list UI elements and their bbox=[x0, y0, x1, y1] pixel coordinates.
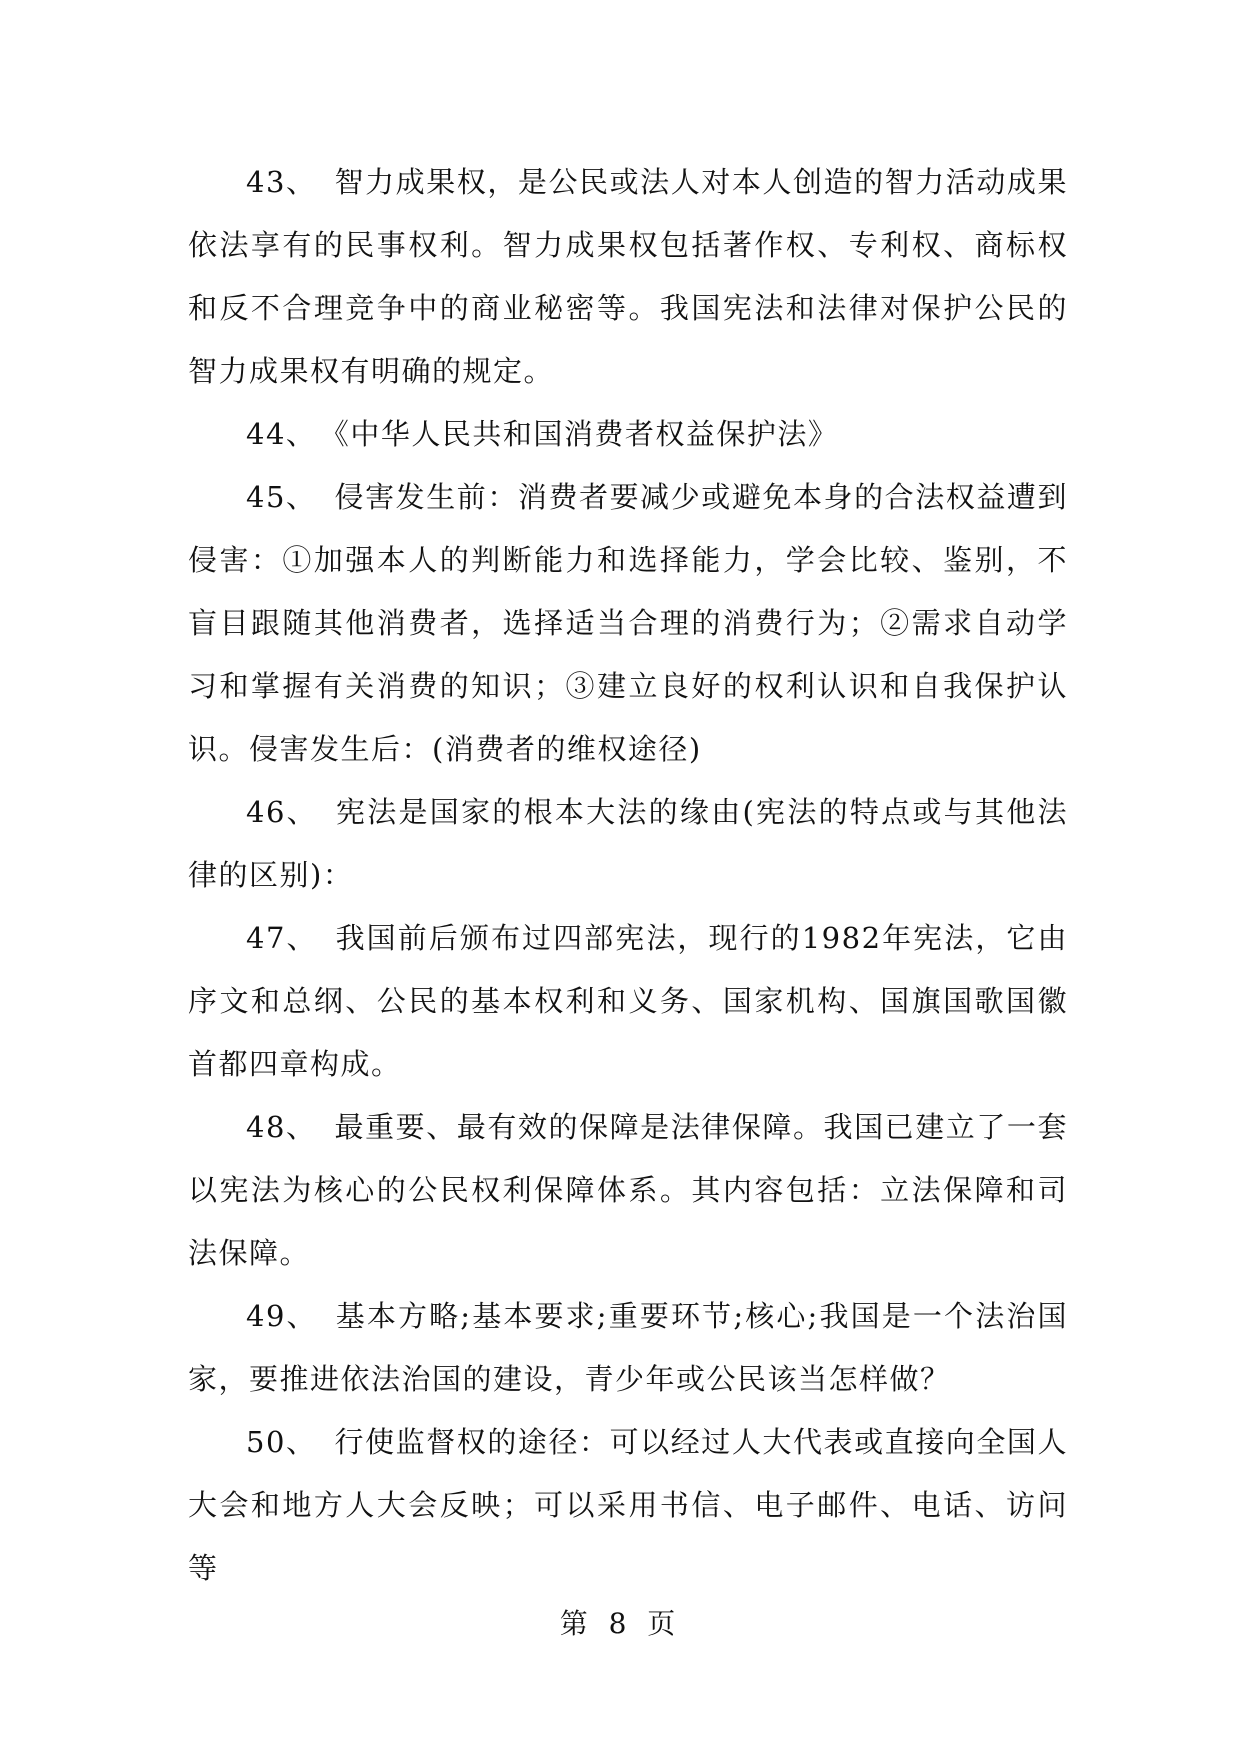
paragraph-text: 我国前后颁布过四部宪法，现行的1982年宪法，它由序文和总纲、公民的基本权利和义务、国家机构、国旗国歌国徽首都四章构成。 bbox=[188, 921, 1068, 1081]
page-number-footer: 第 8 页 bbox=[559, 1607, 682, 1640]
paragraph-text: 智力成果权，是公民或法人对本人创造的智力活动成果依法享有的民事权利。智力成果权包括著作权、专利权、商标权和反不合理竞争中的商业秘密等。我国宪法和法律对保护公民的智力成果权有明确的规定。 bbox=[188, 165, 1068, 388]
paragraph-43 bbox=[188, 151, 1068, 403]
paragraph-47 bbox=[188, 907, 1068, 1096]
paragraph-44 bbox=[188, 403, 1068, 466]
paragraph-49 bbox=[188, 1285, 1068, 1411]
paragraph-text: 行使监督权的途径：可以经过人大代表或直接向全国人大会和地方人大会反映；可以采用书信、电子邮件、电话、访问等 bbox=[188, 1425, 1068, 1585]
paragraph-48 bbox=[188, 1096, 1068, 1285]
item-number: 50、 bbox=[246, 1425, 317, 1459]
paragraph-text: 基本方略;基本要求;重要环节;核心;我国是一个法治国家，要推进依法治国的建设，青少年或公民该当怎样做？ bbox=[188, 1299, 1068, 1396]
item-number: 49、 bbox=[246, 1299, 318, 1333]
document-body bbox=[188, 151, 1068, 1600]
item-number: 45、 bbox=[246, 480, 317, 514]
paragraph-text: 最重要、最有效的保障是法律保障。我国已建立了一套以宪法为核心的公民权利保障体系。其内容包括：立法保障和司法保障。 bbox=[188, 1110, 1068, 1270]
paragraph-50 bbox=[188, 1411, 1068, 1600]
item-number: 47、 bbox=[246, 921, 318, 955]
paragraph-text: 《中华人民共和国消费者权益保护法》 bbox=[334, 417, 839, 451]
item-number: 46、 bbox=[246, 795, 318, 829]
paragraph-45 bbox=[188, 466, 1068, 781]
paragraph-text: 侵害发生前：消费者要减少或避免本身的合法权益遭到侵害：①加强本人的判断能力和选择能力，学会比较、鉴别，不盲目跟随其他消费者，选择适当合理的消费行为；②需求自动学习和掌握有关消费的知识；③建立良好的权利认识和自我保护认识。侵害发生后：(消费者的维权途径) bbox=[188, 480, 1068, 766]
item-number: 48、 bbox=[246, 1110, 317, 1144]
paragraph-46 bbox=[188, 781, 1068, 907]
item-number: 44、 bbox=[246, 417, 317, 451]
paragraph-text: 宪法是国家的根本大法的缘由(宪法的特点或与其他法律的区别)： bbox=[188, 795, 1068, 892]
item-number: 43、 bbox=[246, 165, 317, 199]
